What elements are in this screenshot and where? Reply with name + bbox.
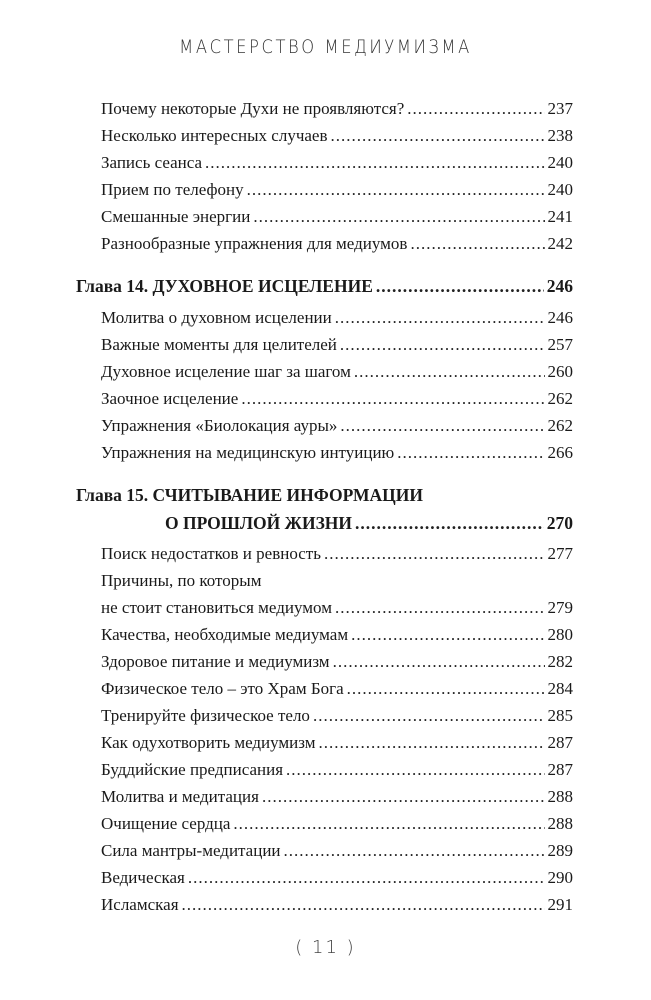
toc-entry-page: 288 <box>547 787 573 806</box>
toc-entry-title: Запись сеанса <box>101 153 203 172</box>
dot-leader <box>233 811 544 837</box>
toc-entry-page: 262 <box>547 389 573 408</box>
toc-entry-page: 240 <box>547 180 573 199</box>
toc-entry-title: не стоит становиться медиумом <box>101 598 332 617</box>
toc-entry[interactable] <box>101 332 573 358</box>
toc-entry-page: 266 <box>547 443 573 462</box>
toc-entry-title: Упражнения «Биолокация ауры» <box>101 416 338 435</box>
toc-entry-page: 290 <box>547 868 573 887</box>
dot-leader <box>319 730 545 756</box>
toc-entry[interactable] <box>101 359 573 385</box>
dot-leader <box>333 649 545 675</box>
dot-leader <box>241 386 544 412</box>
toc-entry[interactable] <box>101 703 573 729</box>
toc-entry-page: 279 <box>547 598 573 617</box>
toc-entry[interactable] <box>101 386 573 412</box>
toc-entry[interactable] <box>101 757 573 783</box>
toc-entry[interactable] <box>101 204 573 230</box>
toc-entry-page: 289 <box>547 841 573 860</box>
chapter-title: Глава 14. ДУХОВНОЕ ИСЦЕЛЕНИЕ <box>76 276 373 296</box>
toc-entry-title: Упражнения на медицинскую интуицию <box>101 443 395 462</box>
toc-entry[interactable] <box>101 892 573 918</box>
dot-leader <box>247 177 545 203</box>
toc-entry-page: 246 <box>547 308 573 327</box>
dot-leader <box>253 204 544 230</box>
toc-entry-title: Духовное исцеление шаг за шагом <box>101 362 351 381</box>
toc-entry-title: Тренируйте физическое тело <box>101 706 310 725</box>
toc-entry[interactable] <box>101 541 573 567</box>
toc-entry-title: Смешанные энергии <box>101 207 251 226</box>
toc-entry[interactable] <box>101 622 573 648</box>
toc-entry[interactable] <box>101 595 573 621</box>
toc-entry[interactable] <box>101 413 573 439</box>
dot-leader <box>324 541 545 567</box>
toc-entry-page: 277 <box>547 544 573 563</box>
toc-entry[interactable] <box>101 123 573 149</box>
toc-entry-page: 241 <box>547 207 573 226</box>
dot-leader <box>205 150 544 176</box>
dot-leader <box>355 510 544 536</box>
toc-entry-page: 287 <box>547 760 573 779</box>
dot-leader <box>331 123 545 149</box>
page-number: ( 11 ) <box>295 937 356 958</box>
toc-entry-title: Молитва о духовном исцелении <box>101 308 332 327</box>
dot-leader <box>313 703 545 729</box>
chapter-page: 246 <box>546 276 573 296</box>
toc-entry-page: 237 <box>547 99 573 118</box>
toc-entry-title: Поиск недостатков и ревность <box>101 544 321 563</box>
toc-entry[interactable] <box>101 811 573 837</box>
toc-entry-title: Здоровое питание и медиумизм <box>101 652 330 671</box>
toc-entry-title: Физическое тело – это Храм Бога <box>101 679 344 698</box>
toc-entry-page: 257 <box>547 335 573 354</box>
toc-entry-title: Буддийские предписания <box>101 760 284 779</box>
toc-entry[interactable] <box>101 305 573 331</box>
toc-chapter-15-title-line1[interactable]: Глава 15. СЧИТЫВАНИЕ ИНФОРМАЦИИ <box>76 485 423 505</box>
dot-leader <box>354 359 545 385</box>
toc-entry-page: 284 <box>547 679 573 698</box>
toc-entry-title: Прием по телефону <box>101 180 244 199</box>
toc-entry[interactable] <box>101 784 573 810</box>
dot-leader <box>182 892 545 918</box>
chapter-title: О ПРОШЛОЙ ЖИЗНИ <box>165 513 353 533</box>
dot-leader <box>347 676 545 702</box>
toc-entry-page: 242 <box>547 234 573 253</box>
toc-entry-title: Почему некоторые Духи не проявляются? <box>101 99 405 118</box>
toc-entry[interactable] <box>101 865 573 891</box>
dot-leader <box>284 838 545 864</box>
toc-entry-title: Молитва и медитация <box>101 787 259 806</box>
toc-entry[interactable] <box>101 96 573 122</box>
dot-leader <box>397 440 544 466</box>
toc-entry-title: Важные моменты для целителей <box>101 335 337 354</box>
toc-chapter-15[interactable] <box>165 510 573 536</box>
toc-chapter-14[interactable] <box>76 273 573 299</box>
dot-leader <box>335 305 545 331</box>
toc-entry-title: Сила мантры-медитации <box>101 841 281 860</box>
toc-entry[interactable] <box>101 649 573 675</box>
toc-entry[interactable] <box>101 231 573 257</box>
dot-leader <box>351 622 544 648</box>
running-header: МАСТЕРСТВО МЕДИУМИЗМА <box>179 36 472 58</box>
toc-entry-title: Как одухотворить медиумизм <box>101 733 316 752</box>
toc-entry-page: 238 <box>547 126 573 145</box>
toc-entry[interactable] <box>101 676 573 702</box>
chapter-page: 270 <box>546 513 573 533</box>
dot-leader <box>335 595 545 621</box>
toc-entry-page: 282 <box>547 652 573 671</box>
toc-entry-title: Несколько интересных случаев <box>101 126 328 145</box>
toc-entry[interactable] <box>101 730 573 756</box>
toc-entry-page: 287 <box>547 733 573 752</box>
dot-leader <box>376 273 544 299</box>
toc-entry-title: Заочное исцеление <box>101 389 239 408</box>
dot-leader <box>340 413 544 439</box>
toc-entry[interactable] <box>101 177 573 203</box>
toc-entry-page: 240 <box>547 153 573 172</box>
toc-entry-title: Ведическая <box>101 868 185 887</box>
toc-entry-page: 280 <box>547 625 573 644</box>
toc-entry-page: 288 <box>547 814 573 833</box>
dot-leader <box>262 784 545 810</box>
toc-entry[interactable] <box>101 150 573 176</box>
toc-entry-page: 260 <box>547 362 573 381</box>
dot-leader <box>286 757 544 783</box>
toc-entry-title: Очищение сердца <box>101 814 231 833</box>
toc-entry-title: Качества, необходимые медиумам <box>101 625 349 644</box>
dot-leader <box>407 96 544 122</box>
toc-entry-page: 262 <box>547 416 573 435</box>
toc-entry-page: 285 <box>547 706 573 725</box>
dot-leader <box>340 332 545 358</box>
toc-entry-title: Исламская <box>101 895 179 914</box>
toc-entry[interactable] <box>101 838 573 864</box>
dot-leader <box>188 865 545 891</box>
dot-leader <box>410 231 544 257</box>
toc-entry-title-line1[interactable]: Причины, по которым <box>101 571 262 590</box>
toc-entry-title: Разнообразные упражнения для медиумов <box>101 234 408 253</box>
toc-entry-page: 291 <box>547 895 573 914</box>
toc-entry[interactable] <box>101 440 573 466</box>
